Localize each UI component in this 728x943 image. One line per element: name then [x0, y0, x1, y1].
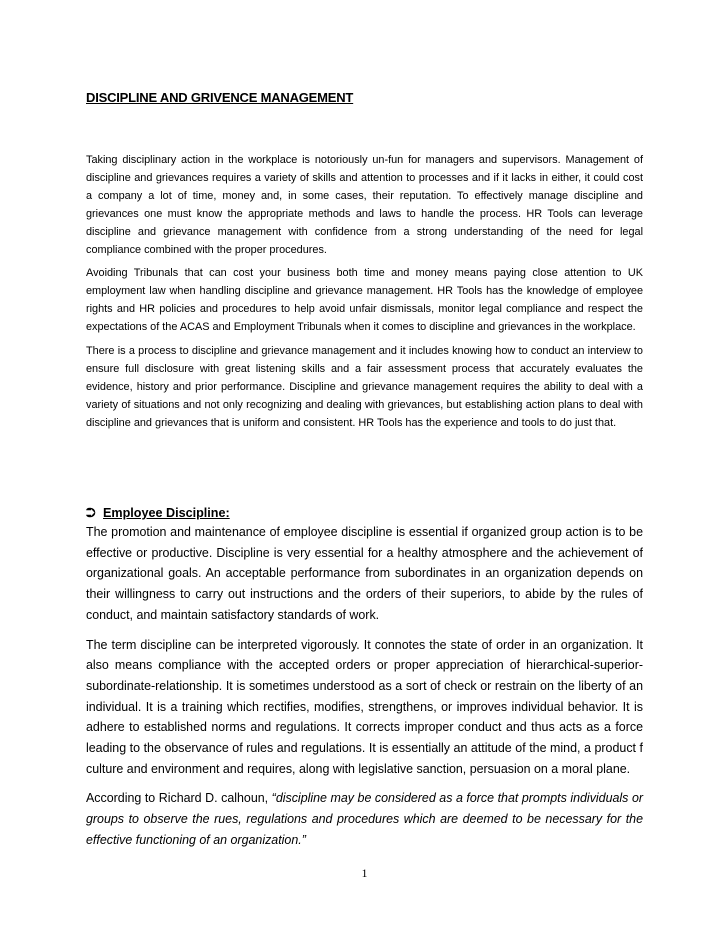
quote-paragraph — [86, 788, 643, 850]
document-page — [86, 0, 643, 943]
intro-paragraph-1: Taking disciplinary action in the workplace is notoriously un-fun for managers and supervisors. Management of discipline and grievances requires a variety of skills and attention to processes and if it lacks in either, it could cost a company a lot of time, money and, in some cases, their reputation. To effectively manage discipline and grievances one must know the appropriate methods and laws to handle the process. HR Tools can leverage discipline and grievance management with confidence from a strong understanding of the need for legal compliance combined with the proper procedures. — [86, 154, 643, 256]
page-number: 1 — [361, 866, 368, 880]
employee-discipline-section — [86, 505, 643, 860]
quote-text: “discipline may be considered as a force that prompts individuals or groups to observe the rues, regulations and procedures which are deemed to be necessary for the effective functioning of an organization.” — [86, 791, 643, 847]
intro-paragraph-3: There is a process to discipline and grievance management and it includes knowing how to conduct an interview to ensure full disclosure with great listening skills and a fair assessment process that accurately evaluates the evidence, history and prior performance. Discipline and grievance management requires the ability to deal with a variety of situations and not only recognizing and dealing with grievances, but establishing action plans to deal with discipline and grievances that is uniform and consistent. HR Tools has the experience and tools to do just that. — [86, 345, 643, 429]
discipline-paragraph-2: The term discipline can be interpreted vigorously. It connotes the state of order in an organization. It also means compliance with the accepted orders or proper appreciation of hierarchical-superior-subordinate-relationship. It is sometimes understood as a sort of check or restrain on the liberty of an individual. It is a training which rectifies, modifies, strengthens, or improves individual behavior. It is adhere to established norms and regulations. It corrects improper conduct and thus acts as a force leading to the observance of rules and regulations. It is essentially an attitude of the mind, a product f culture and environment and requires, along with legislative sanction, persuasion on a moral plane. — [86, 637, 643, 776]
section-heading-text: Employee Discipline: — [103, 506, 230, 520]
section-heading — [86, 505, 643, 522]
intro-section — [86, 152, 643, 439]
document-title: DISCIPLINE AND GRIVENCE MANAGEMENT — [86, 90, 354, 105]
arrow-right-icon: ⮊ — [86, 506, 96, 520]
quote-lead: According to Richard D. calhoun, — [86, 791, 272, 806]
intro-paragraph-2: Avoiding Tribunals that can cost your business both time and money means paying close attention to UK employment law when handling discipline and grievance management. HR Tools has the knowledge of employee rights and HR policies and procedures to help avoid unfair dismissals, monitor legal compliance and respect the expectations of the ACAS and Employment Tribunals when it comes to discipline and grievances in the workplace. — [86, 267, 643, 334]
discipline-paragraph-1: The promotion and maintenance of employee discipline is essential if organized group action is to be effective or productive. Discipline is very essential for a healthy atmosphere and the achievement of organizational goals. An acceptable performance from subordinates in an organization depends on their willingness to carry out instructions and the orders of their superiors, to abide by the rules of conduct, and maintain satisfactory standards of work. — [86, 525, 643, 622]
